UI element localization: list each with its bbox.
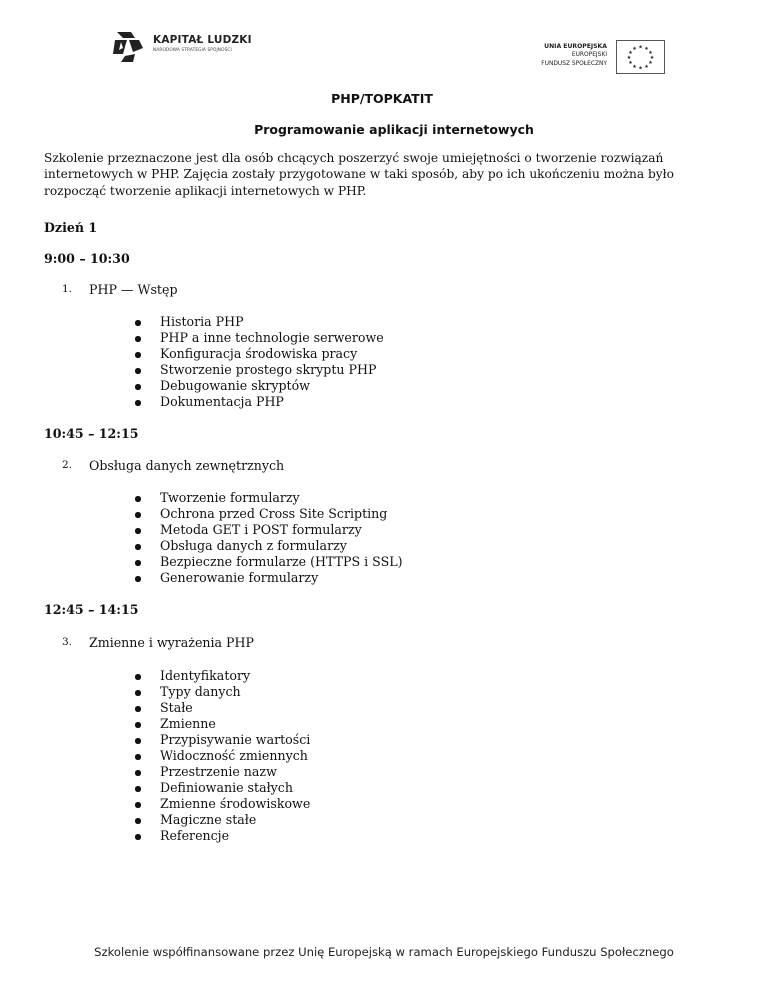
kapital-ludzki-subtitle: NARODOWA STRATEGIA SPÓJNOŚCI bbox=[153, 48, 232, 53]
kapital-ludzki-name: KAPITAŁ LUDZKI bbox=[153, 34, 252, 46]
svg-text:★: ★ bbox=[628, 50, 633, 56]
bullet-icon bbox=[135, 384, 141, 390]
svg-text:★: ★ bbox=[644, 46, 649, 52]
session-1-time: 9:00 – 10:30 bbox=[44, 251, 130, 266]
intro-paragraph: Szkolenie przeznaczone jest dla osób chcących poszerzyć swoje umiejętności o tworzenie rozwiązań internetowych w PHP. Zajęcia zostały przygotowane w taki sposób, aby po ich ukończeniu można było rozpocząć tworzenie aplikacji internetowych w PHP. bbox=[44, 151, 674, 198]
bullet-icon bbox=[135, 544, 141, 550]
session-1-title: PHP — Wstęp bbox=[89, 282, 178, 297]
day-label: Dzień 1 bbox=[44, 220, 98, 235]
eu-logo-line3: FUNDUSZ SPOŁECZNY bbox=[541, 60, 607, 67]
svg-text:★: ★ bbox=[632, 64, 637, 70]
bullet-icon bbox=[135, 786, 141, 792]
bullet-icon bbox=[135, 834, 141, 840]
svg-text:★: ★ bbox=[632, 46, 637, 52]
bullet-icon bbox=[135, 576, 141, 582]
eu-logo-text bbox=[541, 43, 607, 68]
session-3-number: 3. bbox=[62, 636, 73, 648]
svg-text:★: ★ bbox=[649, 55, 655, 61]
bullet-icon bbox=[135, 674, 141, 680]
eu-logo bbox=[515, 40, 665, 76]
bullet-icon bbox=[135, 320, 141, 326]
bullet-icon bbox=[135, 400, 141, 406]
bullet-icon bbox=[135, 706, 141, 712]
svg-text:★: ★ bbox=[648, 60, 653, 66]
document-code: PHP/TOPKATIT bbox=[331, 91, 433, 106]
eu-logo-line1: UNIA EUROPEJSKA bbox=[544, 43, 607, 50]
session-3-title: Zmienne i wyrażenia PHP bbox=[89, 635, 254, 650]
bullet-icon bbox=[135, 560, 141, 566]
bullet-icon bbox=[135, 738, 141, 744]
bullet-icon bbox=[135, 512, 141, 518]
bullet-icon bbox=[135, 336, 141, 342]
bullet-icon bbox=[135, 352, 141, 358]
session-2-number: 2. bbox=[62, 459, 73, 471]
kapital-ludzki-logo bbox=[113, 28, 273, 68]
session-2-time: 10:45 – 12:15 bbox=[44, 426, 139, 441]
bullet-icon bbox=[135, 690, 141, 696]
session-1-number: 1. bbox=[62, 283, 73, 295]
bullet-icon bbox=[135, 818, 141, 824]
svg-text:★: ★ bbox=[626, 55, 632, 61]
eu-logo-line2: EUROPEJSKI bbox=[571, 52, 607, 59]
bullet-icon bbox=[135, 770, 141, 776]
bullet-icon bbox=[135, 802, 141, 808]
bullet-icon bbox=[135, 722, 141, 728]
kapital-ludzki-emblem-icon bbox=[113, 28, 149, 64]
svg-text:★: ★ bbox=[628, 60, 633, 66]
svg-text:★: ★ bbox=[638, 44, 643, 51]
session-2-title: Obsługa danych zewnętrznych bbox=[89, 458, 285, 473]
session-3-time: 12:45 – 14:15 bbox=[44, 602, 139, 617]
document-title: Programowanie aplikacji internetowych bbox=[254, 122, 534, 137]
bullet-icon bbox=[135, 754, 141, 760]
bullet-icon bbox=[135, 368, 141, 374]
svg-text:★: ★ bbox=[638, 65, 643, 72]
bullet-icon bbox=[135, 528, 141, 534]
bullet-icon bbox=[135, 496, 141, 502]
eu-flag-icon bbox=[616, 40, 665, 74]
svg-text:★: ★ bbox=[644, 64, 649, 70]
svg-text:★: ★ bbox=[648, 50, 653, 56]
footer-note: Szkolenie współfinansowane przez Unię Europejską w ramach Europejskiego Funduszu Społecznego bbox=[94, 945, 674, 959]
